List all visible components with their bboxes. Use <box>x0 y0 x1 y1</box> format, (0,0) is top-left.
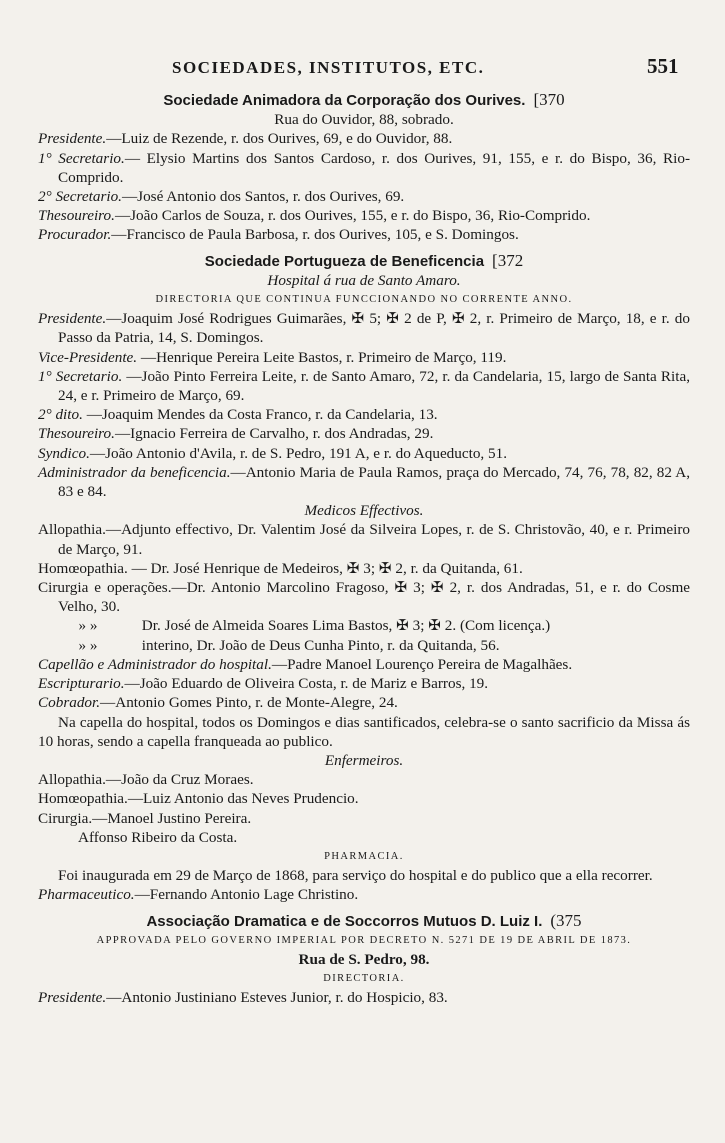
entry-role: Capellão e Administrador do hospital. <box>38 655 272 673</box>
entry-text: —Francisco de Paula Barbosa, r. dos Ourives, 105, e S. Domingos. <box>111 226 519 244</box>
entry-text: —Luiz de Rezende, r. dos Ourives, 69, e do Ouvidor, 88. <box>106 130 453 148</box>
section-name: Sociedade Portugueza de Beneficencia <box>204 252 485 270</box>
enfermeiro-label: Cirurgia. <box>38 809 93 827</box>
entry-text: —João Eduardo de Oliveira Costa, r. de Mariz e Barros, 19. <box>124 675 489 693</box>
entry-text: —Joaquim Mendes da Costa Franco, r. da Candelaria, 13. <box>82 406 438 424</box>
medico-text: interino, Dr. João de Deus Cunha Pinto, r. da Quitanda, 56. <box>141 636 500 654</box>
entry-text: —Antonio Gomes Pinto, r. de Monte-Alegre, 24. <box>100 694 398 712</box>
entry-role: 2° Secretario. <box>38 188 122 206</box>
page-number: 551 <box>647 54 679 78</box>
medico-cirurgia <box>38 578 690 616</box>
entry-text: —João Antonio d'Avila, r. de S. Pedro, 191 A, e r. do Aqueducto, 51. <box>89 444 508 462</box>
entry-role: 2° dito. <box>38 406 83 424</box>
page-body <box>38 88 690 1008</box>
medico-text: Dr. José de Almeida Soares Lima Bastos, ✠ 3; ✠ 2. (Com licença.) <box>141 617 551 635</box>
hospital-subtitle: Hospital á rua de Santo Amaro. <box>267 271 461 289</box>
ditto-marks: » » <box>78 617 98 635</box>
section-heading-portugueza <box>38 251 690 271</box>
entry-thesoureiro <box>38 424 690 443</box>
section-number: [372 <box>492 250 524 270</box>
enfermeiro-text: —João da Cruz Moraes. <box>105 771 254 789</box>
entry-role: 1° Secretario. <box>38 149 125 167</box>
entry-role: Thesoureiro. <box>38 425 115 443</box>
entry-text: —Henrique Pereira Leite Bastos, r. Primeiro de Março, 119. <box>137 348 507 366</box>
enfermeiro-cirurgia <box>38 809 690 828</box>
entry-role: Escripturario. <box>38 675 125 693</box>
entry-2-secretario <box>38 187 690 206</box>
entry-role: Administrador da beneficencia. <box>38 463 231 481</box>
enfermeiro-allopathia <box>38 770 690 789</box>
entry-role: Syndico. <box>38 444 90 462</box>
enfermeiro-label: Homœopathia. <box>38 790 128 808</box>
entry-2-dito <box>38 405 690 424</box>
entry-text: —Antonio Justiniano Esteves Junior, r. do Hospicio, 83. <box>106 989 448 1007</box>
entry-text: —Padre Manoel Lourenço Pereira de Magalhães. <box>271 655 573 673</box>
entry-1-secretario <box>38 149 690 187</box>
medico-allopathia <box>38 520 690 558</box>
medicos-heading: Medicos Effectivos. <box>304 502 424 520</box>
medico-text: —Dr. Antonio Marcolino Fragoso, ✠ 3; ✠ 2, r. dos Andradas, 51, e r. do Cosme Velho, 30. <box>58 579 691 616</box>
pharmacia-heading: PHARMACIA. <box>324 850 404 862</box>
enfermeiro-homoeopathia <box>38 789 690 808</box>
entry-capellao <box>38 655 690 674</box>
capella-note: Na capella do hospital, todos os Domingos e dias santificados, celebra-se o santo sacrificio da Missa ás 10 horas, sendo a capella franqueada ao publico. <box>38 713 690 750</box>
running-head <box>0 54 725 82</box>
entry-syndico <box>38 444 690 463</box>
medico-text: — Dr. José Henrique de Medeiros, ✠ 3; ✠ 2, r. da Quitanda, 61. <box>127 559 523 577</box>
entry-role: Cobrador. <box>38 694 101 712</box>
enfermeiro-text: —Manoel Justino Pereira. <box>92 809 252 827</box>
medico-label: Homœopathia. <box>38 559 128 577</box>
entry-role: Presidente. <box>38 130 107 148</box>
entry-text: — Elysio Martins dos Santos Cardoso, r. dos Ourives, 91, 155, e r. do Bispo, 36, Rio-Comprido. <box>58 149 691 186</box>
entry-role: Procurador. <box>38 226 112 244</box>
entry-presidente <box>38 309 690 347</box>
entry-1-secretario <box>38 367 690 405</box>
section-number: (375 <box>550 910 582 930</box>
pharmacia-note: Foi inaugurada em 29 de Março de 1868, para serviço do hospital e do publico que a ella recorrer. <box>58 867 653 885</box>
enfermeiro-cirurgia-2 <box>38 828 690 847</box>
section-heading-dramatica <box>38 911 690 931</box>
entry-text: —Fernando Antonio Lage Christino. <box>134 886 359 904</box>
entry-presidente <box>38 988 690 1007</box>
approval-note: APPROVADA PELO GOVERNO IMPERIAL POR DECRETO N. 5271 DE 19 DE ABRIL DE 1873. <box>96 934 632 946</box>
entry-role: Vice-Presidente. <box>38 348 138 366</box>
entry-text: —Ignacio Ferreira de Carvalho, r. dos Andradas, 29. <box>114 425 434 443</box>
running-head-title: SOCIEDADES, INSTITUTOS, ETC. <box>172 58 485 77</box>
entry-text: —Antonio Maria de Paula Ramos, praça do Mercado, 74, 76, 78, 82, 82 A, 83 e 84. <box>58 463 690 501</box>
section-address: Rua do Ouvidor, 88, sobrado. <box>274 111 454 129</box>
entry-escripturario <box>38 674 690 693</box>
medico-text: —Adjunto effectivo, Dr. Valentim José da Silveira Lopes, r. de S. Christovão, 40, e r. Primeiro de Março, 91. <box>58 521 690 558</box>
medico-cirurgia-2 <box>38 616 690 635</box>
section-address: Rua de S. Pedro, 98. <box>298 950 430 968</box>
entry-procurador <box>38 225 690 244</box>
medico-label: Cirurgia e operações. <box>38 579 172 597</box>
entry-text: —José Antonio dos Santos, r. dos Ourives, 69. <box>121 188 405 206</box>
entry-thesoureiro <box>38 206 690 225</box>
medico-homoeopathia <box>38 559 690 578</box>
medico-label: Allopathia. <box>38 521 106 539</box>
directoria-heading: DIRECTORIA. <box>323 973 405 985</box>
enfermeiros-heading: Enfermeiros. <box>324 751 404 769</box>
ditto-marks: » » <box>78 636 98 654</box>
entry-role: 1° Secretario. <box>38 367 123 385</box>
entry-text: —Joaquim José Rodrigues Guimarães, ✠ 5; ✠ 2 de P, ✠ 2, r. Primeiro de Março, 18, e r. do Passo da Patria, 14, S. Domingos. <box>58 310 690 347</box>
entry-text: —João Pinto Ferreira Leite, r. de Santo Amaro, 72, r. da Candelaria, 15, largo de Santa Rita, 24, e r. Primeiro de Março, 69. <box>58 367 690 405</box>
enfermeiro-text: Affonso Ribeiro da Costa. <box>78 828 238 846</box>
entry-role: Presidente. <box>38 310 107 328</box>
entry-vice-presidente <box>38 348 690 367</box>
section-name: Associação Dramatica e de Soccorros Mutuos D. Luiz I. <box>146 912 543 930</box>
enfermeiro-label: Allopathia. <box>38 771 106 789</box>
entry-role: Presidente. <box>38 989 107 1007</box>
entry-role: Pharmaceutico. <box>38 886 135 904</box>
entry-cobrador <box>38 693 690 712</box>
entry-role: Thesoureiro. <box>38 207 115 225</box>
entry-pharmaceutico <box>38 885 690 904</box>
section-heading-animadora <box>38 90 690 110</box>
entry-presidente <box>38 129 690 148</box>
medico-cirurgia-interino <box>38 636 690 655</box>
entry-text: —João Carlos de Souza, r. dos Ourives, 155, e r. do Bispo, 36, Rio-Comprido. <box>114 207 591 225</box>
entry-administrador <box>38 463 690 501</box>
section-name: Sociedade Animadora da Corporação dos Ourives. <box>163 92 526 109</box>
enfermeiro-text: —Luiz Antonio das Neves Prudencio. <box>127 790 359 808</box>
section-number: [370 <box>533 90 565 109</box>
directoria-heading: DIRECTORIA QUE CONTINUA FUNCCIONANDO NO CORRENTE ANNO. <box>155 294 573 306</box>
